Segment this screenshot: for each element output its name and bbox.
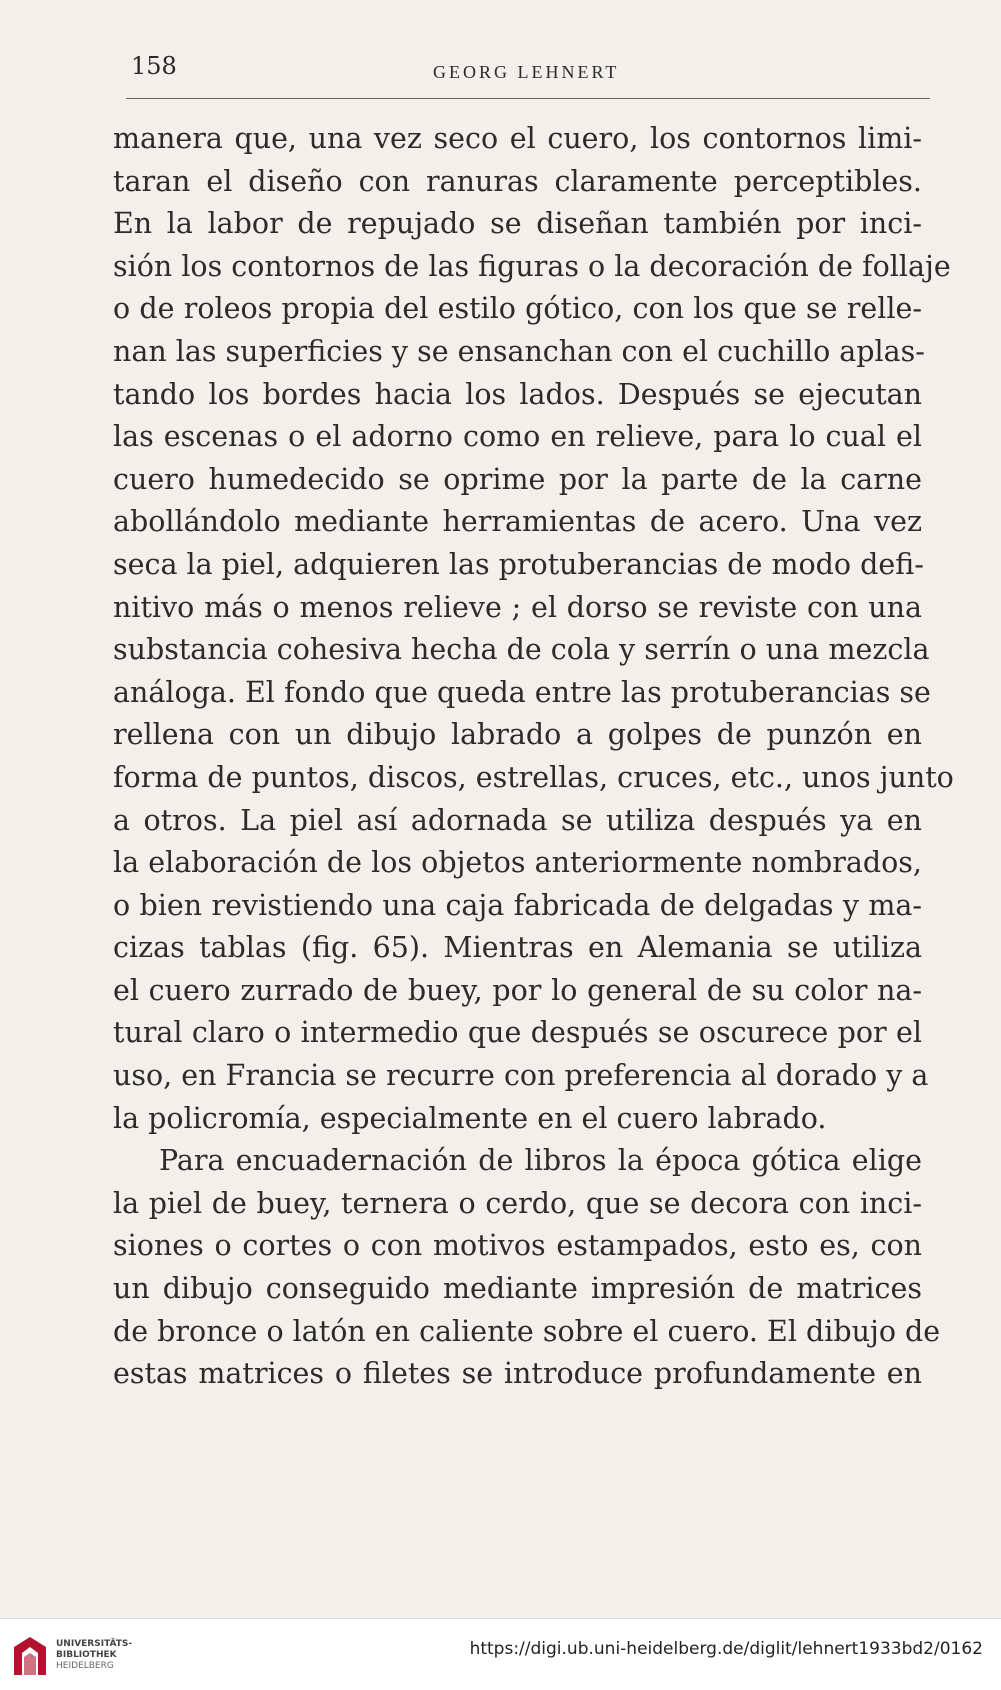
text-line: forma de puntos, discos, estrellas, cruces, etc., unos junto [113,760,954,794]
text-line: el cuero zurrado de buey, por lo general de su color na- [113,973,922,1007]
text-line: siones o cortes o con motivos estampados, esto es, con [113,1229,922,1263]
library-name-line: HEIDELBERG [56,1661,114,1671]
page-header [0,48,1001,92]
library-logo-icon [10,1635,50,1679]
text-line: rellena con un dibujo labrado a golpes de punzón en [113,718,922,752]
library-name-line: BIBLIOTHEK [56,1650,117,1660]
page-number: 158 [131,52,177,80]
text-line: En la labor de repujado se diseñan también por inci- [113,207,922,241]
text-line: a otros. La piel así adornada se utiliza después ya en [113,803,922,837]
text-line: cizas tablas (fig. 65). Mientras en Alemania se utiliza [113,931,922,965]
text-line: tural claro o intermedio que después se oscurece por el [113,1016,922,1050]
header-rule [126,98,930,99]
text-line: tando los bordes hacia los lados. Después se ejecutan [113,377,922,411]
text-line: la piel de buey, ternera o cerdo, que se decora con inci- [113,1186,922,1220]
text-line: la policromía, especialmente en el cuero labrado. [113,1101,827,1135]
text-line: seca la piel, adquieren las protuberancias de modo defi- [113,547,924,581]
text-line: abollándolo mediante herramientas de acero. Una vez [113,505,922,539]
text-line: uso, en Francia se recurre con preferencia al dorado y a [113,1059,929,1093]
text-line: análoga. El fondo que queda entre las protuberancias se [113,675,931,709]
text-line: manera que, una vez seco el cuero, los contornos limi- [113,122,922,155]
text-line: Para encuadernación de libros la época gótica elige [159,1144,922,1178]
library-name [56,1639,132,1672]
text-line: la elaboración de los objetos anteriormente nombrados, [113,846,922,880]
text-line: taran el diseño con ranuras claramente perceptibles. [113,164,922,198]
text-line: substancia cohesiva hecha de cola y serrín o una mezcla [113,633,930,667]
text-line: las escenas o el adorno como en relieve, para lo cual el [113,420,922,454]
text-line: nan las superficies y se ensanchan con el cuchillo aplas- [113,334,925,368]
text-line: cuero humedecido se oprime por la parte de la carne [113,462,922,496]
text-line: estas matrices o filetes se introduce profundamente en [113,1357,922,1391]
library-name-line: UNIVERSITÄTS- [56,1639,133,1649]
body-text [113,118,954,1396]
running-head: GEORG LEHNERT [433,62,620,82]
text-line: sión los contornos de las figuras o la decoración de follaje [113,249,951,283]
text-line: o de roleos propia del estilo gótico, con los que se relle- [113,292,922,326]
text-line: un dibujo conseguido mediante impresión de matrices [113,1272,922,1306]
source-url-link[interactable]: https://digi.ub.uni-heidelberg.de/diglit/lehnert1933bd2/0162 [469,1639,983,1659]
text-line: de bronce o latón en caliente sobre el cuero. El dibujo de [113,1314,941,1348]
text-line: nitivo más o menos relieve ; el dorso se reviste con una [113,590,922,624]
text-line: o bien revistiendo una caja fabricada de delgadas y ma- [113,888,922,922]
viewer-footer [0,1618,1001,1690]
